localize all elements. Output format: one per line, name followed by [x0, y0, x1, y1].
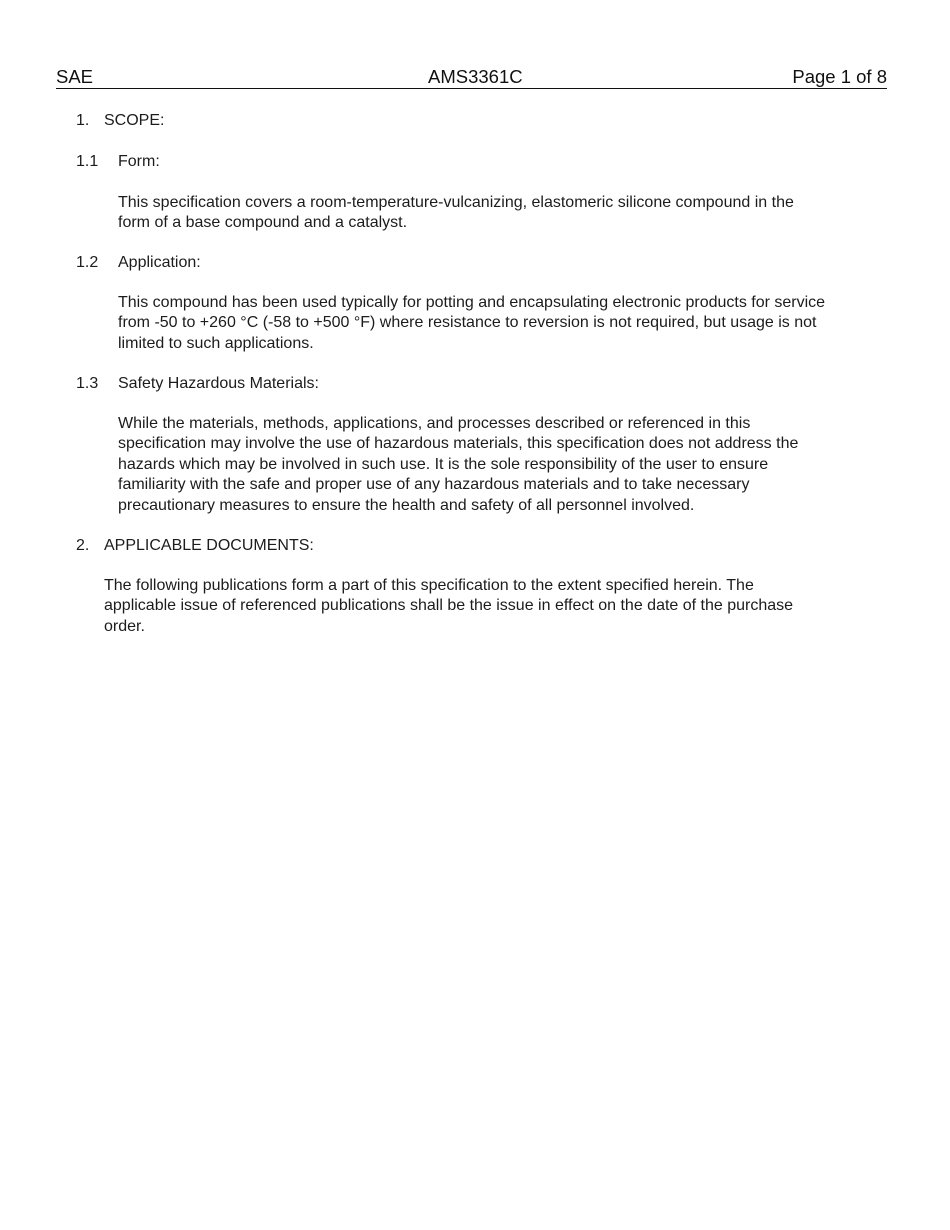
- section-1-2-number: 1.2: [76, 254, 99, 271]
- section-1-3-paragraph: [118, 414, 798, 516]
- paragraph-line: hazards which may be involved in such use. It is the sole responsibility of the user to ensure: [118, 455, 769, 473]
- section-1-1-title: Form:: [118, 153, 160, 170]
- paragraph-line: While the materials, methods, applications, and processes described or referenced in this: [118, 415, 751, 432]
- section-1-1-paragraph: [118, 193, 794, 234]
- paragraph-line: applicable issue of referenced publications shall be the issue in effect on the date of the purchase: [104, 597, 794, 615]
- paragraph-line: order.: [104, 617, 145, 635]
- header-doc-number: AMS3361C: [428, 66, 523, 87]
- page-header: [56, 66, 887, 89]
- paragraph-line: The following publications form a part of this specification to the extent specified herein. The: [104, 577, 754, 594]
- paragraph-line: from -50 to +260 °C (-58 to +500 °F) where resistance to reversion is not required, but usage is not: [118, 314, 817, 332]
- section-1-number: 1.: [76, 112, 90, 129]
- section-1-3-number: 1.3: [76, 375, 99, 392]
- paragraph-line: familiarity with the safe and proper use of any hazardous materials and to take necessary: [118, 476, 750, 494]
- paragraph-line: This specification covers a room-temperature-vulcanizing, elastomeric silicone compound in the: [118, 194, 794, 211]
- section-2-title: APPLICABLE DOCUMENTS:: [104, 537, 314, 554]
- paragraph-line: This compound has been used typically for potting and encapsulating electronic products for service: [118, 294, 826, 311]
- header-org: SAE: [56, 66, 94, 87]
- section-2-paragraph: [104, 576, 793, 637]
- paragraph-line: precautionary measures to ensure the health and safety of all personnel involved.: [118, 496, 695, 514]
- paragraph-line: limited to such applications.: [118, 334, 314, 352]
- section-2-number: 2.: [76, 537, 90, 554]
- header-page-number: Page 1 of 8: [792, 66, 887, 87]
- section-1-2-title: Application:: [118, 254, 201, 271]
- paragraph-line: specification may involve the use of hazardous materials, this specification does not address the: [118, 435, 799, 453]
- section-1-1-number: 1.1: [76, 153, 99, 170]
- section-1-2-paragraph: [118, 293, 825, 354]
- section-1-3-title: Safety Hazardous Materials:: [118, 375, 319, 392]
- paragraph-line: form of a base compound and a catalyst.: [118, 214, 408, 232]
- section-1-title: SCOPE:: [104, 112, 165, 129]
